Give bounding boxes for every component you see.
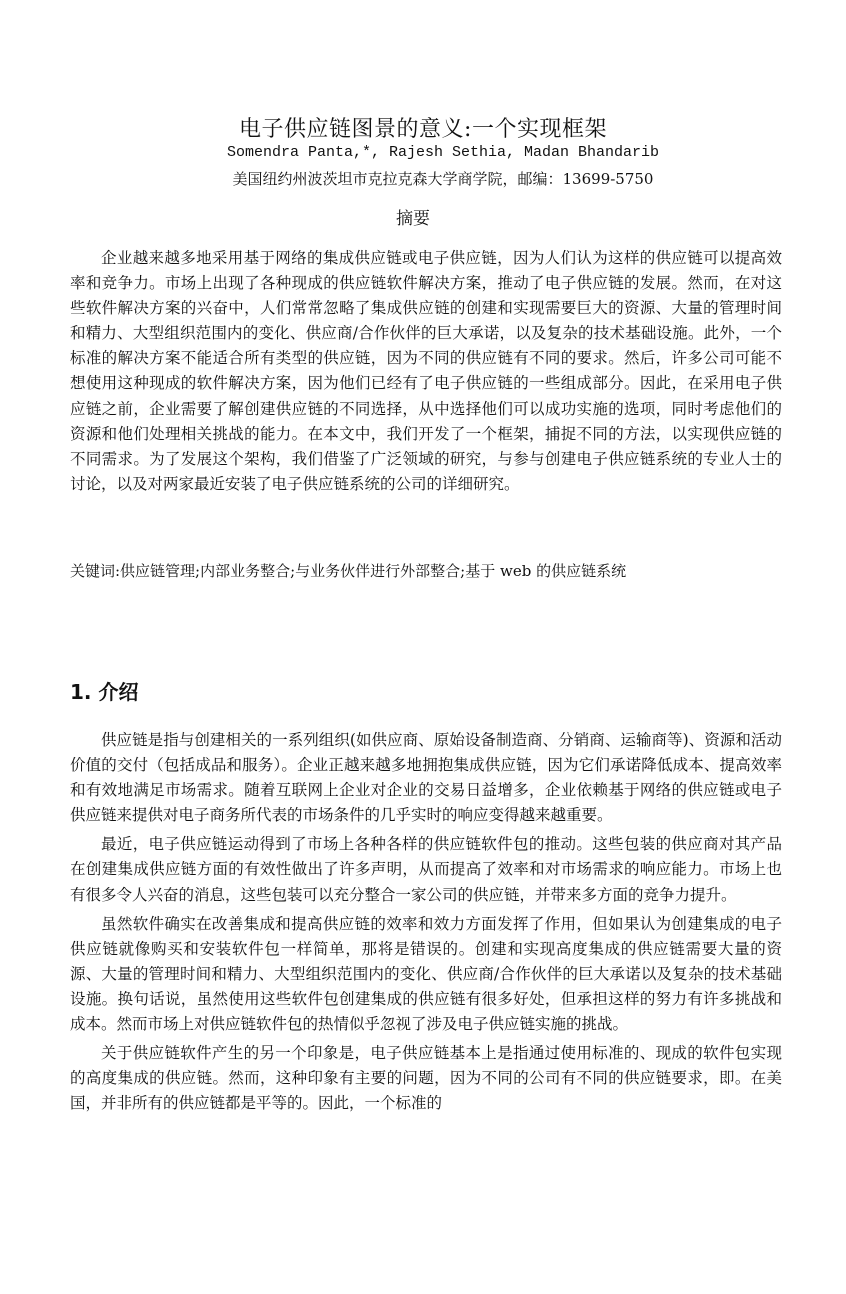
paragraph: 虽然软件确实在改善集成和提高供应链的效率和效力方面发挥了作用，但如果认为创建集成的电子供应链就像购买和安装软件包一样简单，那将是错误的。创建和实现高度集成的供应链需要大量的资源、大量的管理时间和精力、大型组织范围内的变化、供应商/合作伙伴的巨大承诺以及复杂的技术基础设施。换句话说，虽然使用这些软件包创建集成的供应链有很多好处，但承担这样的努力有许多挑战和成本。然而市场上对供应链软件包的热情似乎忽视了涉及电子供应链实施的挑战。 — [70, 914, 782, 1034]
author-list: Somendra Panta,*, Rajesh Sethia, Madan Bhandarib — [226, 144, 660, 161]
abstract-body: 企业越来越多地采用基于网络的集成供应链或电子供应链，因为人们认为这样的供应链可以提高效率和竞争力。市场上出现了各种现成的供应链软件解决方案，推动了电子供应链的发展。然而，在对这些软件解决方案的兴奋中，人们常常忽略了集成供应链的创建和实现需要巨大的资源、大量的管理时间和精力、大型组织范围内的变化、供应商/合作伙伴的巨大承诺，以及复杂的技术基础设施。此外，一个标准的解决方案不能适合所有类型的供应链，因为不同的供应链有不同的要求。然后，许多公司可能不想使用这种现成的软件解决方案，因为他们已经有了电子供应链的一些组成部分。因此，在采用电子供应链之前，企业需要了解创建供应链的不同选择，从中选择他们可以成功实施的选项，同时考虑他们的资源和他们处理相关挑战的能力。在本文中，我们开发了一个框架，捕捉不同的方法，以实现供应链的不同需求。为了发展这个架构，我们借鉴了广泛领域的研究，与参与创建电子供应链系统的专业人士的讨论，以及对两家最近安装了电子供应链系统的公司的详细研究。 — [70, 249, 782, 493]
paragraph: 供应链是指与创建相关的一系列组织(如供应商、原始设备制造商、分销商、运输商等)、资源和活动价值的交付（包括成品和服务）。企业正越来越多地拥抱集成供应链，因为它们承诺降低成本、提高效率和有效地满足市场需求。随着互联网上企业对企业的交易日益增多，企业依赖基于网络的供应链或电子供应链来提供对电子商务所代表的市场条件的几乎实时的响应变得越来越重要。 — [70, 731, 782, 825]
paragraph: 最近，电子供应链运动得到了市场上各种各样的供应链软件包的推动。这些包装的供应商对其产品在创建集成供应链方面的有效性做出了许多声明，从而提高了效率和对市场需求的响应能力。市场上也有很多令人兴奋的消息，这些包装可以充分整合一家公司的供应链，并带来多方面的竞争力提升。 — [70, 835, 782, 904]
section-heading-introduction: 1. 介绍 — [70, 680, 139, 704]
section-body-introduction — [70, 728, 782, 1120]
abstract-heading: 摘要 — [396, 209, 430, 229]
paper-title: 电子供应链图景的意义:一个实现框架 — [239, 117, 607, 142]
keywords-line: 关键词:供应链管理;内部业务整合;与业务伙伴进行外部整合;基于 web 的供应链系统 — [70, 562, 627, 580]
author-affiliation: 美国纽约州波茨坦市克拉克森大学商学院，邮编：13699-5750 — [232, 170, 654, 188]
paragraph: 关于供应链软件产生的另一个印象是，电子供应链基本上是指通过使用标准的、现成的软件包实现的高度集成的供应链。然而，这种印象有主要的问题，因为不同的公司有不同的供应链要求，即。在美国，并非所有的供应链都是平等的。因此，一个标准的 — [70, 1044, 782, 1113]
